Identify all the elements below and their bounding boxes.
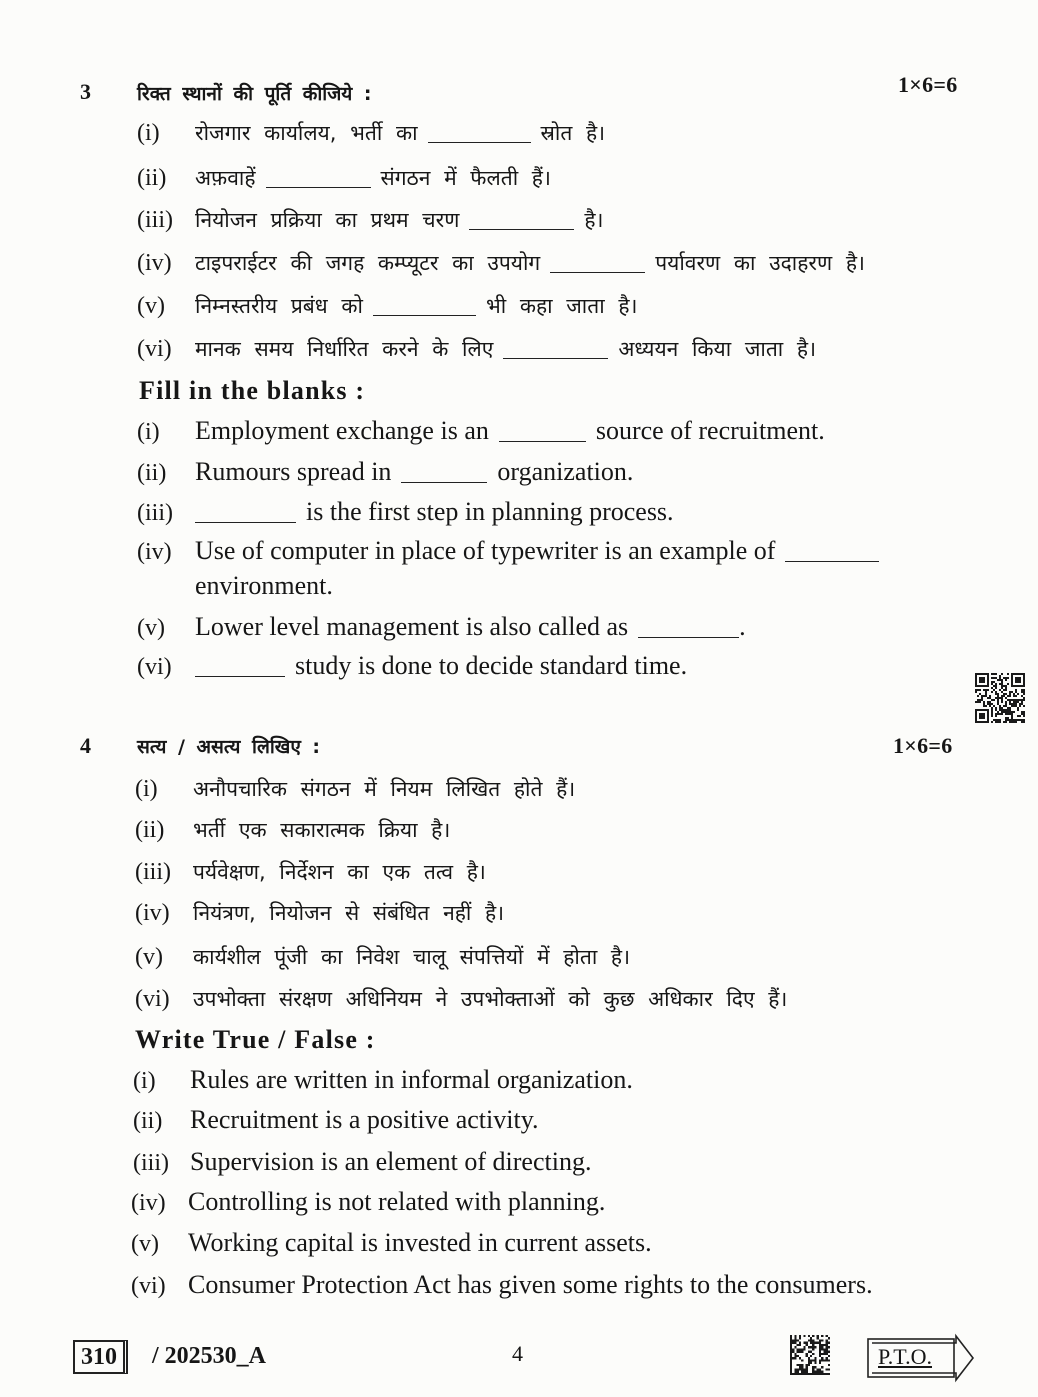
item-text-after-blank: is the first step in planning process.: [306, 497, 674, 526]
item-number: (v): [137, 293, 165, 319]
answer-blank: [195, 521, 296, 523]
item-text-after-blank: संगठन में फैलती हैं।: [380, 166, 551, 190]
pto-marker: [866, 1333, 976, 1383]
question-number: 4: [80, 733, 91, 758]
item-text-before-blank: Lower level management is also called as: [195, 612, 629, 641]
q4-hindi-item: [135, 773, 575, 808]
q3-english-item: [137, 415, 825, 451]
answer-blank: [499, 440, 586, 442]
q3-english-item: [137, 650, 687, 686]
item-text-before-blank: Rumours spread in: [195, 457, 392, 486]
item-text-after-blank: source of recruitment.: [595, 416, 825, 445]
item-text-before-blank: Use of computer in place of typewriter is an example of: [195, 536, 776, 565]
item-text: Supervision is an element of directing.: [190, 1147, 592, 1176]
answer-blank: [373, 314, 476, 316]
item-number: (vi): [137, 654, 172, 680]
answer-blank: [428, 141, 531, 143]
item-number: (i): [137, 120, 160, 146]
item-text-after-blank: .: [739, 612, 746, 641]
item-text-after-blank: environment.: [195, 571, 333, 600]
item-number: (v): [137, 615, 165, 641]
q3-hindi-item: [137, 290, 637, 325]
item-number: (vi): [135, 986, 170, 1012]
item-number: (iv): [135, 900, 170, 926]
item-number: (ii): [137, 165, 167, 191]
qr-code-icon: [975, 673, 1025, 723]
item-number: (i): [137, 419, 160, 445]
q3-english-item: [137, 456, 633, 492]
item-text: Rules are written in informal organization.: [190, 1065, 633, 1094]
answer-blank: [785, 560, 879, 562]
item-number: (iii): [137, 500, 173, 526]
q3-english-item-continuation: [195, 570, 333, 606]
series-code-box: 310: [73, 1340, 128, 1374]
item-number: (iv): [137, 539, 172, 565]
item-text: नियंत्रण, नियोजन से संबंधित नहीं है।: [193, 901, 505, 925]
question-marks: 1×6=6: [893, 733, 953, 758]
question-marks: 1×6=6: [898, 72, 958, 97]
question-instruction-english: Write True / False :: [135, 1025, 376, 1054]
item-number: (iv): [131, 1190, 166, 1216]
q4-english-item: [133, 1146, 591, 1182]
q3-english-item: [137, 611, 746, 647]
item-text: Consumer Protection Act has given some rights to the consumers.: [188, 1270, 873, 1299]
answer-blank: [550, 271, 645, 273]
item-number: (iii): [133, 1150, 169, 1176]
q4-hindi-item: [135, 941, 630, 976]
item-number: (i): [135, 776, 158, 802]
item-number: (vi): [137, 336, 172, 362]
q4-english-item: [133, 1064, 633, 1100]
item-text: कार्यशील पूंजी का निवेश चालू संपत्तियों में होता है।: [193, 945, 631, 969]
item-text-after-blank: स्रोत है।: [540, 121, 606, 145]
q3-hindi-item: [137, 333, 816, 368]
item-text-before-blank: Employment exchange is an: [195, 416, 489, 445]
q4-english-item: [131, 1269, 873, 1305]
item-number: (iii): [135, 859, 171, 885]
item-number: (ii): [135, 817, 165, 843]
question-instruction-hindi: रिक्त स्थानों की पूर्ति कीजिये :: [137, 83, 372, 105]
item-number: (ii): [137, 460, 167, 486]
q4-english-item: [131, 1227, 652, 1263]
q3-hindi-item: [137, 117, 605, 152]
item-text: उपभोक्ता संरक्षण अधिनियम ने उपभोक्ताओं को कुछ अधिकार दिए हैं।: [193, 987, 788, 1011]
answer-blank: [469, 228, 574, 230]
item-text-before-blank: रोजगार कार्यालय, भर्ती का: [195, 121, 418, 145]
q4-hindi-item: [135, 856, 486, 891]
item-number: (i): [133, 1068, 156, 1094]
item-number: (v): [135, 944, 163, 970]
item-text-after-blank: study is done to decide standard time.: [295, 651, 688, 680]
q3-english-item: [137, 496, 674, 532]
paper-code: / 202530_A: [152, 1343, 266, 1369]
answer-blank: [401, 481, 487, 483]
item-text-before-blank: अफ़वाहें: [195, 166, 256, 190]
q4-hindi-item: [135, 814, 450, 849]
item-text: पर्यवेक्षण, निर्देशन का एक तत्व है।: [193, 860, 486, 884]
page-number: 4: [512, 1341, 523, 1366]
item-text: Working capital is invested in current assets.: [188, 1228, 652, 1257]
item-text: Controlling is not related with planning.: [188, 1187, 606, 1216]
question-number: 3: [80, 79, 91, 104]
question-instruction-hindi: सत्य / असत्य लिखिए :: [137, 736, 321, 758]
item-text-after-blank: organization.: [497, 457, 634, 486]
item-number: (iv): [137, 250, 172, 276]
item-text-before-blank: मानक समय निर्धारित करने के लिए: [195, 337, 494, 361]
answer-blank: [503, 357, 608, 359]
data-matrix-barcode-icon: [790, 1335, 830, 1375]
item-text-after-blank: है।: [584, 208, 604, 232]
item-text-before-blank: निम्नस्तरीय प्रबंध को: [195, 294, 363, 318]
item-text-after-blank: अध्ययन किया जाता है।: [618, 337, 817, 361]
item-text: Recruitment is a positive activity.: [190, 1105, 539, 1134]
item-text: अनौपचारिक संगठन में नियम लिखित होते हैं।: [193, 777, 576, 801]
question-instruction-english: Fill in the blanks :: [139, 376, 366, 405]
q4-english-item: [131, 1186, 605, 1222]
q4-english-item: [133, 1104, 539, 1140]
q4-hindi-item: [135, 983, 787, 1018]
item-number: (v): [131, 1231, 159, 1257]
item-text-before-blank: नियोजन प्रक्रिया का प्रथम चरण: [195, 208, 460, 232]
answer-blank: [195, 675, 285, 677]
item-text-before-blank: टाइपराईटर की जगह कम्प्यूटर का उपयोग: [195, 251, 541, 275]
q3-hindi-item: [137, 204, 604, 239]
item-number: (ii): [133, 1108, 163, 1134]
item-text-after-blank: भी कहा जाता है।: [485, 294, 638, 318]
item-text-after-blank: पर्यावरण का उदाहरण है।: [655, 251, 865, 275]
item-text: भर्ती एक सकारात्मक क्रिया है।: [193, 818, 451, 842]
answer-blank: [266, 186, 371, 188]
q3-hindi-item: [137, 247, 865, 282]
item-number: (iii): [137, 207, 173, 233]
pto-label: P.T.O.: [878, 1344, 932, 1369]
q3-hindi-item: [137, 162, 551, 197]
q3-english-item: [137, 535, 885, 571]
answer-blank: [638, 636, 739, 638]
q4-hindi-item: [135, 897, 504, 932]
item-number: (vi): [131, 1273, 166, 1299]
